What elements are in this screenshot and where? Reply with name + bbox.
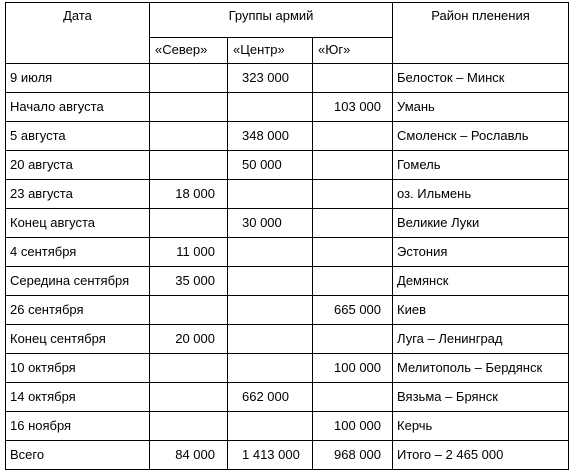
table-row (6, 238, 569, 267)
area-cell: Вязьма – Брянск (393, 383, 569, 412)
south-cell (313, 151, 393, 180)
table-row (6, 296, 569, 325)
area-cell: Белосток – Минск (393, 64, 569, 93)
table-row (6, 412, 569, 441)
date-cell: Середина сентября (6, 267, 150, 296)
area-cell: Итого – 2 465 000 (393, 441, 569, 470)
date-cell: 4 сентября (6, 238, 150, 267)
south-cell (313, 383, 393, 412)
area-cell: Гомель (393, 151, 569, 180)
north-cell: 84 000 (150, 441, 228, 470)
center-cell: 1 413 000 (228, 441, 313, 470)
center-cell (228, 354, 313, 383)
south-cell (313, 180, 393, 209)
south-cell (313, 209, 393, 238)
north-cell: 20 000 (150, 325, 228, 354)
date-cell: 16 ноября (6, 412, 150, 441)
table-row (6, 93, 569, 122)
center-cell: 323 000 (228, 64, 313, 93)
date-cell: 10 октября (6, 354, 150, 383)
table-row (6, 209, 569, 238)
north-cell (150, 93, 228, 122)
prisoners-table (5, 2, 569, 470)
area-cell: оз. Ильмень (393, 180, 569, 209)
area-cell: Демянск (393, 267, 569, 296)
date-cell: 9 июля (6, 64, 150, 93)
area-cell: Великие Луки (393, 209, 569, 238)
table-row (6, 441, 569, 470)
south-cell: 103 000 (313, 93, 393, 122)
center-cell (228, 238, 313, 267)
south-cell: 100 000 (313, 354, 393, 383)
header-center: «Центр» (228, 38, 313, 64)
north-cell (150, 354, 228, 383)
center-cell (228, 267, 313, 296)
header-area: Район пленения (393, 3, 569, 64)
north-cell (150, 64, 228, 93)
south-cell: 968 000 (313, 441, 393, 470)
table-row (6, 64, 569, 93)
north-cell: 18 000 (150, 180, 228, 209)
south-cell (313, 64, 393, 93)
table-body (6, 64, 569, 470)
table-row (6, 383, 569, 412)
table-row (6, 325, 569, 354)
center-cell: 30 000 (228, 209, 313, 238)
north-cell: 35 000 (150, 267, 228, 296)
header-date: Дата (6, 3, 150, 64)
header-north: «Север» (150, 38, 228, 64)
table-row (6, 267, 569, 296)
center-cell: 662 000 (228, 383, 313, 412)
south-cell (313, 267, 393, 296)
date-cell: Конец августа (6, 209, 150, 238)
south-cell (313, 122, 393, 151)
area-cell: Эстония (393, 238, 569, 267)
date-cell: 14 октября (6, 383, 150, 412)
table-row (6, 354, 569, 383)
area-cell: Умань (393, 93, 569, 122)
north-cell (150, 151, 228, 180)
center-cell (228, 296, 313, 325)
north-cell (150, 383, 228, 412)
area-cell: Керчь (393, 412, 569, 441)
north-cell: 11 000 (150, 238, 228, 267)
date-cell: Начало августа (6, 93, 150, 122)
table-row (6, 122, 569, 151)
table-row (6, 180, 569, 209)
area-cell: Луга – Ленинград (393, 325, 569, 354)
date-cell: 26 сентября (6, 296, 150, 325)
area-cell: Смоленск – Рославль (393, 122, 569, 151)
table-row (6, 151, 569, 180)
date-cell: Конец сентября (6, 325, 150, 354)
header-army-groups: Группы армий (150, 3, 393, 38)
north-cell (150, 296, 228, 325)
center-cell (228, 93, 313, 122)
header-south: «Юг» (313, 38, 393, 64)
south-cell: 100 000 (313, 412, 393, 441)
south-cell (313, 238, 393, 267)
center-cell (228, 180, 313, 209)
center-cell: 348 000 (228, 122, 313, 151)
area-cell: Мелитополь – Бердянск (393, 354, 569, 383)
center-cell: 50 000 (228, 151, 313, 180)
date-cell: 5 августа (6, 122, 150, 151)
date-cell: Всего (6, 441, 150, 470)
date-cell: 23 августа (6, 180, 150, 209)
date-cell: 20 августа (6, 151, 150, 180)
center-cell (228, 325, 313, 354)
center-cell (228, 412, 313, 441)
north-cell (150, 122, 228, 151)
south-cell: 665 000 (313, 296, 393, 325)
south-cell (313, 325, 393, 354)
area-cell: Киев (393, 296, 569, 325)
north-cell (150, 412, 228, 441)
north-cell (150, 209, 228, 238)
